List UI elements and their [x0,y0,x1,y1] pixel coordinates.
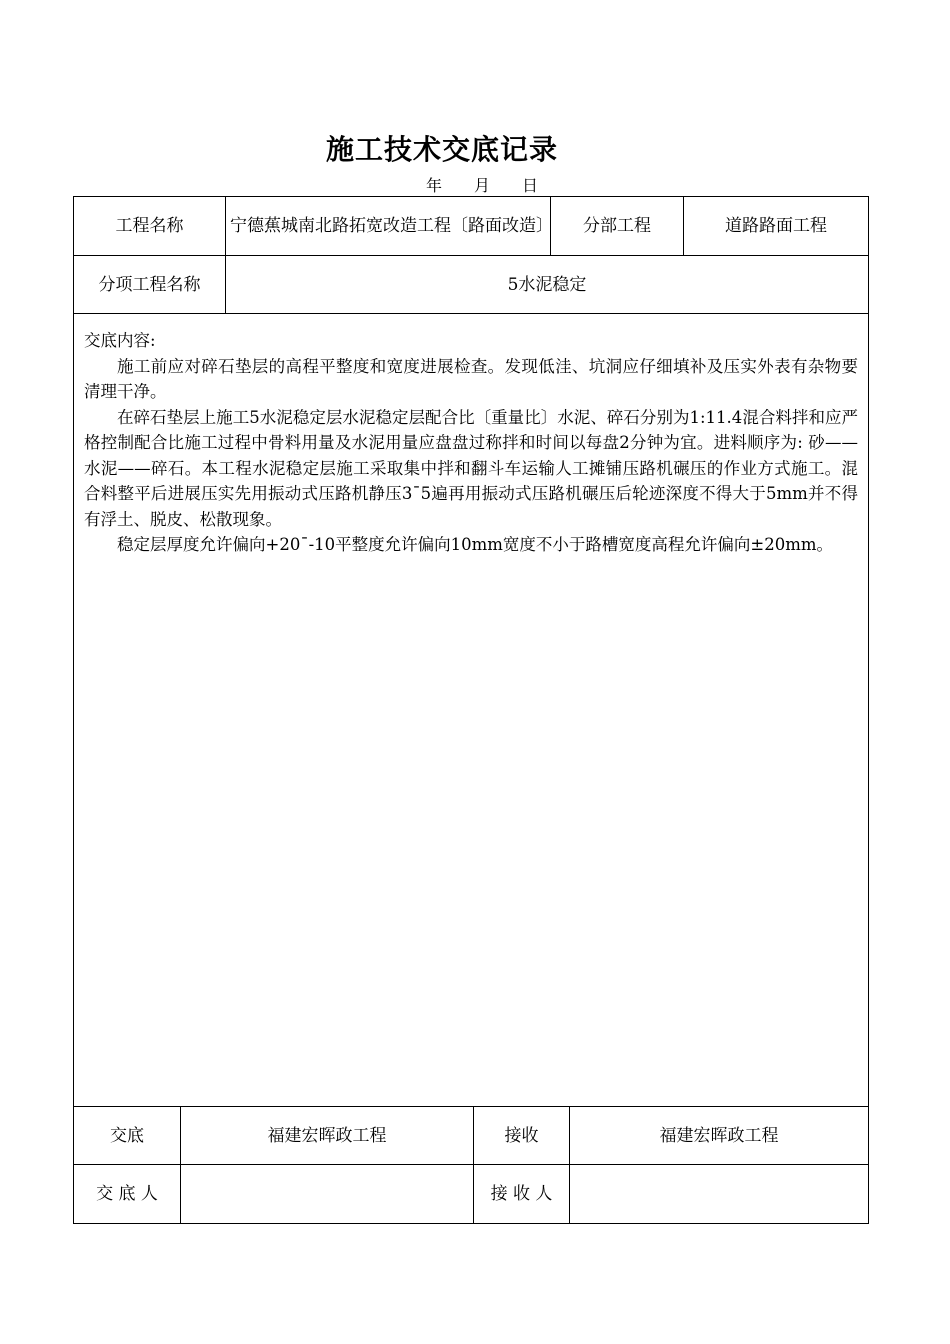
date-line [0,173,950,195]
subitem-label: 分项工程名称 [74,256,226,314]
date-day-label: 日 [522,176,539,195]
division-value: 道路路面工程 [684,197,869,256]
subitem-value: 5水泥稳定 [226,256,869,314]
date-year-label: 年 [426,176,443,195]
signature-table [73,1106,869,1224]
content-paragraph: 稳定层厚度允许偏向+20¯-10平整度允许偏向10mm宽度不小于路槽宽度高程允许偏向±20mm。 [117,535,834,554]
content-paragraph: 施工前应对碎石垫层的高程平整度和宽度进展检查。发现低洼、坑洞应仔细填补及压实外表有杂物要清理干净。 [84,356,858,401]
date-month-label: 月 [474,176,491,195]
project-name-label: 工程名称 [74,197,226,256]
handover-label: 交底 [74,1107,181,1165]
division-label: 分部工程 [551,197,684,256]
handover-unit: 福建宏晖政工程 [181,1107,474,1165]
handover-person-value [181,1165,474,1224]
handover-person-label: 交 底 人 [74,1165,181,1224]
receive-unit: 福建宏晖政工程 [570,1107,869,1165]
record-table [73,196,869,1107]
receive-person-value [570,1165,869,1224]
content-heading: 交底内容: [84,331,156,350]
project-name-value: 宁德蕉城南北路拓宽改造工程〔路面改造〕 [226,197,551,256]
content-paragraph: 在碎石垫层上施工5水泥稳定层水泥稳定层配合比〔重量比〕水泥、碎石分别为1:11.4混合料拌和应严格控制配合比施工过程中骨料用量及水泥用量应盘盘过称拌和时间以每盘2分钟为宜。进料顺序为: 砂——水泥——碎石。本工程水泥稳定层施工采取集中拌和翻斗车运输人工摊铺压路机碾压的作业方式施工。混合料整平后进展压实先用振动式压路机静压3¯5遍再用振动式压路机碾压后轮迹深度不得大于5mm并不得有浮土、脱皮、松散现象。 [84,407,858,529]
receive-person-label: 接 收 人 [474,1165,570,1224]
receive-label: 接收 [474,1107,570,1165]
document-title: 施工技术交底记录 [325,133,558,166]
content-cell [74,314,869,1107]
